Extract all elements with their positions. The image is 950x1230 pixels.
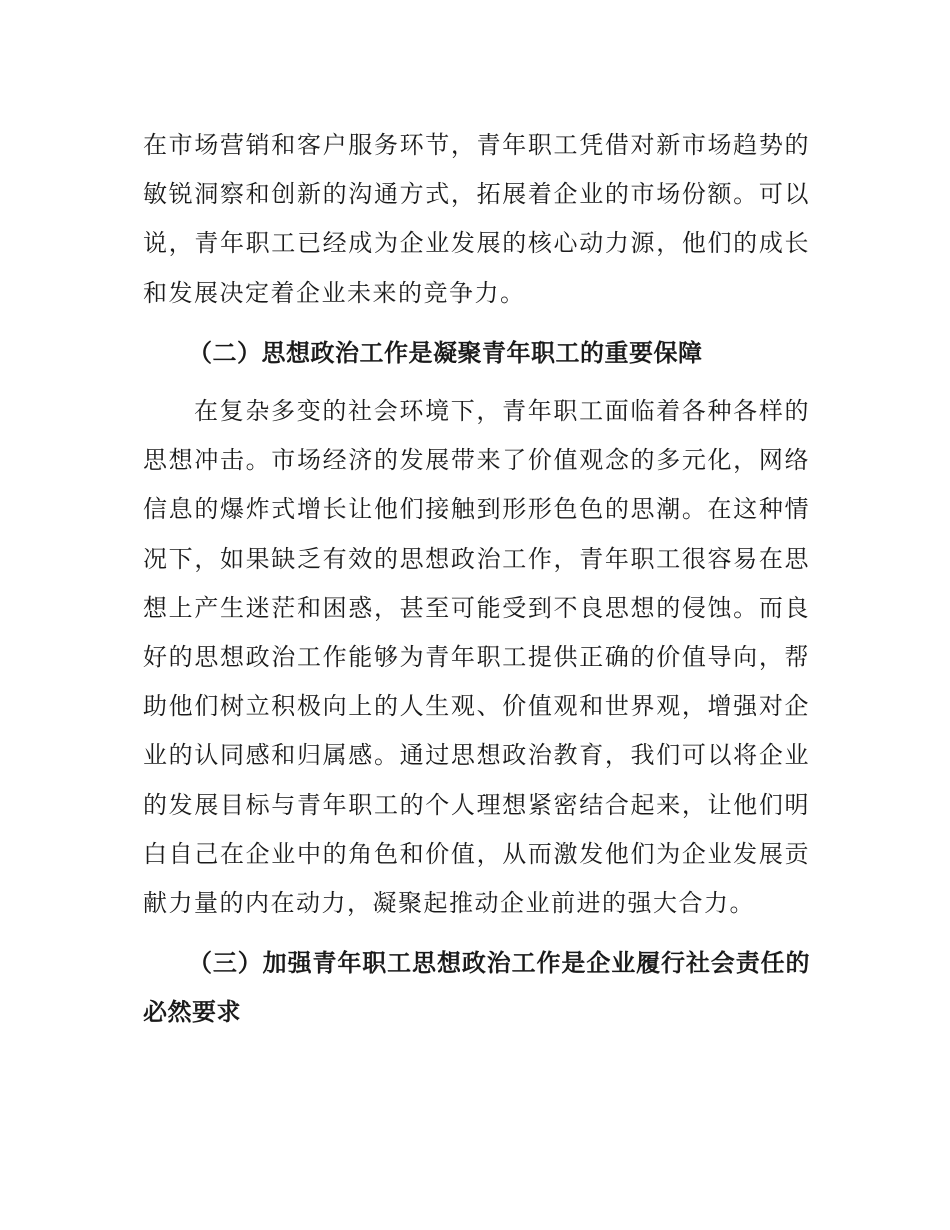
document-page	[143, 121, 810, 1038]
section-heading: （三）加强青年职工思想政治工作是企业履行社会责任的必然要求	[143, 949, 810, 1027]
body-paragraph: 在复杂多变的社会环境下，青年职工面临着各种各样的思想冲击。市场经济的发展带来了价值观念的多元化，网络信息的爆炸式增长让他们接触到形形色色的思潮。在这种情况下，如果缺乏有效的思想政治工作，青年职工很容易在思想上产生迷茫和困惑，甚至可能受到不良思想的侵蚀。而良好的思想政治工作能够为青年职工提供正确的价值导向，帮助他们树立积极向上的人生观、价值观和世界观，增强对企业的认同感和归属感。通过思想政治教育，我们可以将企业的发展目标与青年职工的个人理想紧密结合起来，让他们明白自己在企业中的角色和价值，从而激发他们为企业发展贡献力量的内在动力，凝聚起推动企业前进的强大合力。	[143, 397, 810, 918]
section-heading: （二）思想政治工作是凝聚青年职工的重要保障	[188, 338, 703, 367]
body-paragraph: 在市场营销和客户服务环节，青年职工凭借对新市场趋势的敏锐洞察和创新的沟通方式，拓展着企业的市场份额。可以说，青年职工已经成为企业发展的核心动力源，他们的成长和发展决定着企业未来的竞争力。	[143, 131, 810, 307]
